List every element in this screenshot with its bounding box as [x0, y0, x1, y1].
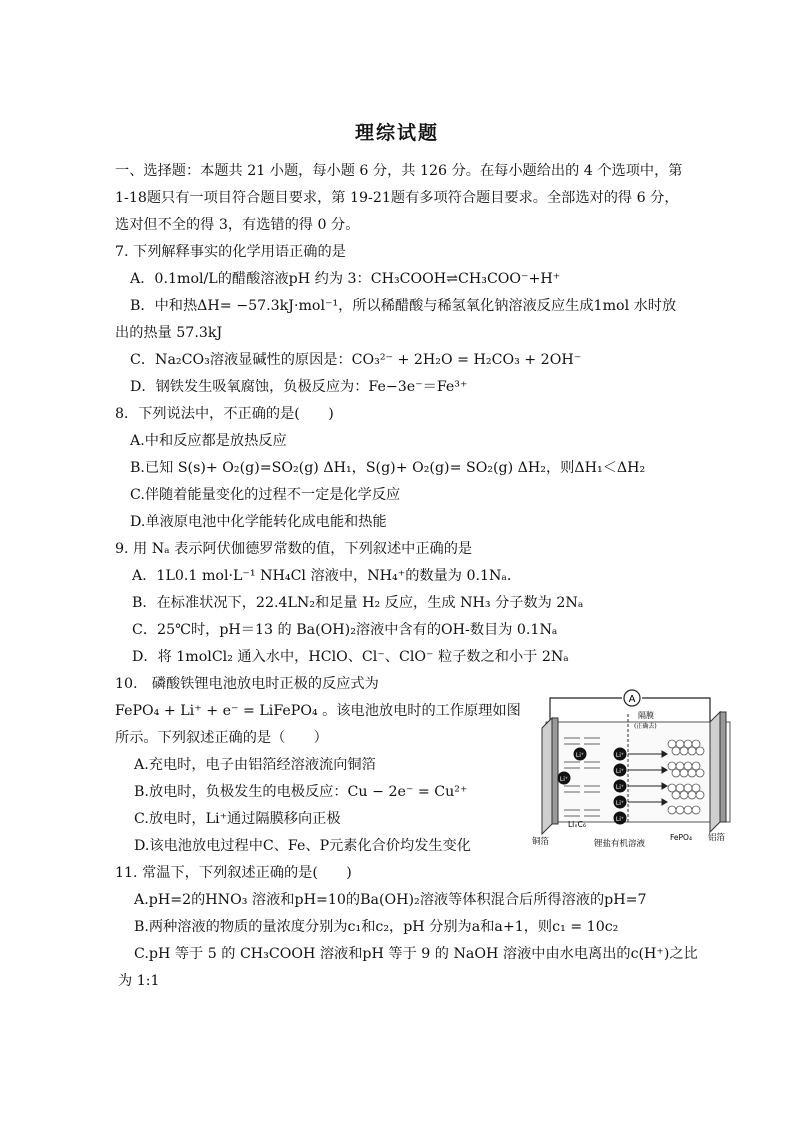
aluminum-foil-electrode: [710, 712, 726, 832]
q8-option-b: B.已知 S(s)+ O₂(g)=SO₂(g) ΔH₁，S(g)+ O₂(g)= SO₂(g) ΔH₂，则ΔH₁＜ΔH₂: [130, 460, 646, 476]
q7-option-d: D．钢铁发生吸氧腐蚀，负极反应为：Fe−3e⁻＝Fe³⁺: [130, 379, 468, 395]
q11-option-c-line-2: 为 1:1: [118, 973, 160, 989]
svg-text:A: A: [628, 694, 636, 705]
q10-stem-line-3: 所示。下列叙述正确的是（ ）: [115, 730, 328, 746]
q7-option-a: A．0.1mol/L的醋酸溶液pH 约为 3：CH₃COOH⇌CH₃COO⁻+H⁺: [130, 271, 561, 287]
q8-option-c: C.伴随着能量变化的过程不一定是化学反应: [130, 487, 401, 503]
q9-option-a: A．1L0.1 mol·L⁻¹ NH₄Cl 溶液中，NH₄⁺的数量为 0.1Nₐ．: [132, 568, 522, 584]
electrolyte-label: 锂盐有机溶液: [594, 839, 646, 848]
q9-option-b: B．在标准状况下，22.4LN₂和足量 H₂ 反应，生成 NH₃ 分子数为 2Nₐ: [132, 595, 584, 611]
q7-stem: 7. 下列解释事实的化学用语正确的是: [115, 244, 346, 260]
aluminum-foil-label: 铝箔: [708, 833, 726, 843]
q8-option-d: D.单液原电池中化学能转化成电能和热能: [130, 514, 387, 530]
copper-foil-electrode: [542, 718, 558, 834]
q10-option-d: D.该电池放电过程中C、Fe、P元素化合价均发生变化: [134, 838, 471, 854]
q7-option-b-line-2: 出的热量 57.3kJ: [115, 325, 223, 341]
copper-foil-label: 铜箔: [532, 837, 550, 847]
q10-option-c: C.放电时，Li⁺通过隔膜移向正极: [134, 811, 341, 827]
lixc6-label: LiₓC₆: [568, 820, 586, 829]
intro-line-1: 一、选择题：本题共 21 小题，每小题 6 分，共 126 分。在每小题给出的 4 个选项中，第: [115, 163, 683, 179]
intro-line-3: 选对但不全的得 3，有选错的得 0 分。: [115, 217, 360, 233]
svg-text:Li⁺: Li⁺: [615, 800, 625, 807]
page-title: 理综试题: [354, 122, 439, 144]
ammeter-icon: [624, 690, 640, 706]
q11-option-b: B.两种溶液的物质的量浓度分别为c₁和c₂，pH 分别为a和a+1，则c₁ = 10c₂: [134, 919, 619, 935]
q11-option-c-line-1: C.pH 等于 5 的 CH₃COOH 溶液和pH 等于 9 的 NaOH 溶液中由水电离出的c(H⁺)之比: [134, 946, 698, 962]
q9-stem: 9. 用 Nₐ 表示阿伏伽德罗常数的值，下列叙述中正确的是: [115, 541, 473, 557]
svg-text:Li⁺: Li⁺: [559, 776, 569, 783]
q9-option-c: C．25℃时，pH＝13 的 Ba(OH)₂溶液中含有的OH-数目为 0.1Nₐ: [132, 622, 558, 638]
svg-text:Li⁺: Li⁺: [615, 768, 625, 775]
svg-text:Li⁺: Li⁺: [575, 752, 585, 759]
battery-diagram: [524, 688, 750, 848]
q7-option-c: C．Na₂CO₃溶液显碱性的原因是：CO₃²⁻ + 2H₂O = H₂CO₃ + 2OH⁻: [130, 352, 582, 368]
svg-text:Li⁺: Li⁺: [615, 784, 625, 791]
q8-option-a: A.中和反应都是放热反应: [130, 433, 287, 449]
svg-text:Li⁺: Li⁺: [615, 816, 625, 823]
q7-option-b-line-1: B．中和热ΔH= −57.3kJ·mol⁻¹，所以稀醋酸与稀氢氧化钠溶液反应生成1mol 水时放: [130, 298, 677, 314]
q10-option-a: A.充电时，电子由铝箔经溶液流向铜箔: [134, 757, 376, 773]
separator-label: 隔膜: [638, 711, 654, 720]
q10-stem: 10. 磷酸铁锂电池放电时正极的反应式为: [115, 676, 379, 692]
q10-equation-line: FePO₄ + Li⁺ + e⁻ = LiFePO₄ 。该电池放电时的工作原理如图: [115, 703, 521, 719]
separator-label-2: (正确去): [634, 723, 657, 730]
q9-option-d: D．将 1molCl₂ 通入水中，HClO、Cl⁻、ClO⁻ 粒子数之和小于 2Nₐ: [132, 649, 569, 665]
svg-text:Li⁺: Li⁺: [615, 752, 625, 759]
q10-option-b: B.放电时，负极发生的电极反应：Cu − 2e⁻ = Cu²⁺: [134, 784, 468, 800]
q11-stem: 11. 常温下，下列叙述正确的是( ): [115, 865, 352, 881]
q11-option-a: A.pH=2的HNO₃ 溶液和pH=10的Ba(OH)₂溶液等体积混合后所得溶液的pH=7: [134, 892, 647, 908]
q8-stem: 8．下列说法中，不正确的是( ): [115, 406, 334, 422]
intro-line-2: 1-18题只有一项目符合题目要求，第 19-21题有多项符合题目要求。全部选对的得 6 分，: [115, 190, 679, 206]
fepo4-label: FePO₄: [670, 833, 692, 842]
